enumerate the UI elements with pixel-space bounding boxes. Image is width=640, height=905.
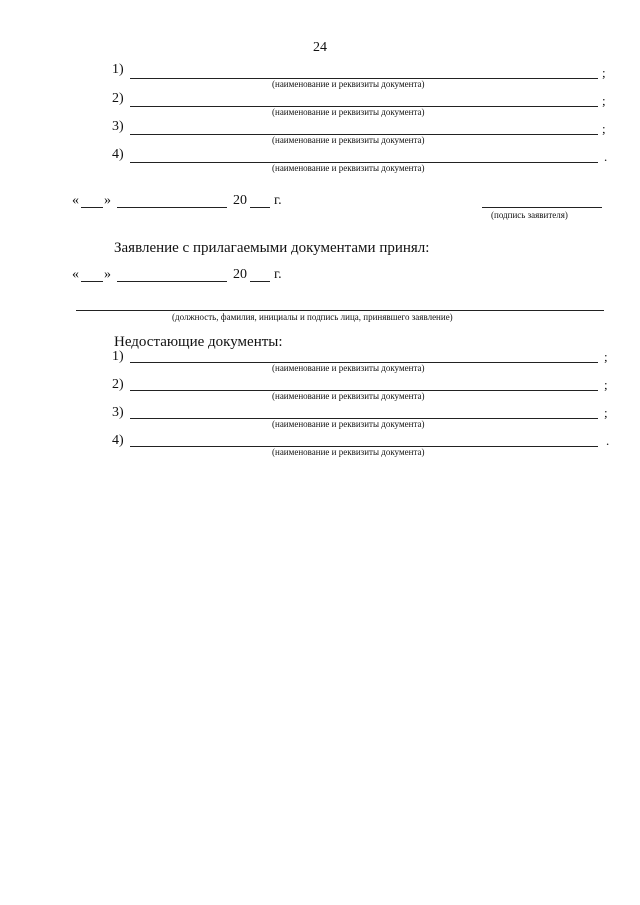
field-caption: (наименование и реквизиты документа) <box>272 163 425 173</box>
row-end-punct: ; <box>604 405 608 420</box>
missing-heading: Недостающие документы: <box>114 334 283 350</box>
row-end-punct: ; <box>604 377 608 392</box>
row-end-punct: ; <box>602 93 606 108</box>
field-caption: (наименование и реквизиты документа) <box>272 135 425 145</box>
row-number: 1) <box>112 62 124 77</box>
row-number: 2) <box>112 91 124 106</box>
row-number: 4) <box>112 433 124 448</box>
month-line <box>117 281 227 282</box>
row-number: 2) <box>112 377 124 392</box>
official-line <box>76 310 604 311</box>
year-line <box>250 207 270 208</box>
day-line <box>81 281 103 282</box>
row-end-punct: ; <box>604 349 608 364</box>
row-end-punct: . <box>606 433 610 448</box>
accepted-heading: Заявление с прилагаемыми документами принял: <box>114 240 430 256</box>
row-end-punct: ; <box>602 121 606 136</box>
row-number: 1) <box>112 349 124 364</box>
official-caption: (должность, фамилия, инициалы и подпись лица, принявшего заявление) <box>172 312 453 322</box>
row-end-punct: . <box>604 149 608 164</box>
field-caption: (наименование и реквизиты документа) <box>272 419 425 429</box>
year-prefix: 20 <box>233 193 247 208</box>
page-number: 24 <box>313 40 327 55</box>
row-number: 4) <box>112 147 124 162</box>
month-line <box>117 207 227 208</box>
row-number: 3) <box>112 405 124 420</box>
year-prefix: 20 <box>233 267 247 282</box>
date-close-quote: » <box>104 267 111 282</box>
field-caption: (наименование и реквизиты документа) <box>272 79 425 89</box>
applicant-signature-caption: (подпись заявителя) <box>491 210 568 220</box>
field-caption: (наименование и реквизиты документа) <box>272 363 425 373</box>
date-open-quote: « <box>72 193 79 208</box>
field-caption: (наименование и реквизиты документа) <box>272 391 425 401</box>
field-caption: (наименование и реквизиты документа) <box>272 107 425 117</box>
day-line <box>81 207 103 208</box>
row-number: 3) <box>112 119 124 134</box>
year-suffix: г. <box>274 267 282 282</box>
date-open-quote: « <box>72 267 79 282</box>
row-end-punct: ; <box>602 65 606 80</box>
date-close-quote: » <box>104 193 111 208</box>
year-suffix: г. <box>274 193 282 208</box>
applicant-signature-line <box>482 207 602 208</box>
year-line <box>250 281 270 282</box>
field-caption: (наименование и реквизиты документа) <box>272 447 425 457</box>
